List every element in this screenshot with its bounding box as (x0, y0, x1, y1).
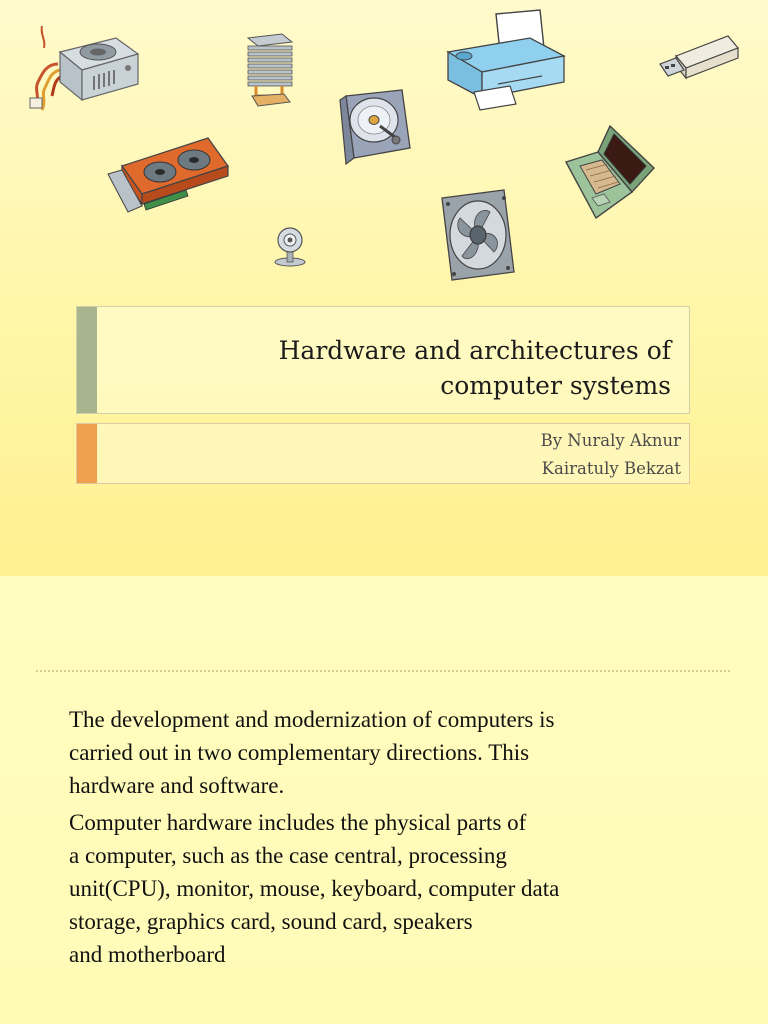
body-line: and motherboard (69, 942, 226, 967)
case-fan-icon (438, 188, 518, 282)
power-supply-icon (28, 24, 140, 114)
hard-drive-icon (336, 88, 414, 168)
author-line-1: By Nuraly Aknur (540, 431, 681, 450)
usb-drive-icon (656, 32, 740, 84)
body-line: hardware and software. (69, 773, 285, 798)
body-line: a computer, such as the case central, processing (69, 843, 507, 868)
body-line: The development and modernization of computers is (69, 707, 555, 732)
paragraph-development (69, 703, 709, 802)
paragraph-hardware (69, 806, 709, 971)
title-box (76, 306, 690, 414)
laptop-icon (562, 122, 662, 222)
slide-title (111, 333, 671, 403)
title-line-2: computer systems (440, 371, 671, 400)
graphics-card-icon (104, 136, 232, 222)
body-line: Computer hardware includes the physical parts of (69, 810, 527, 835)
slide-subtitle (541, 427, 681, 483)
title-line-1: Hardware and architectures of (278, 336, 671, 365)
title-accent-bar (77, 307, 97, 413)
webcam-icon (270, 224, 310, 268)
slide-body (69, 703, 709, 975)
subtitle-box (76, 423, 690, 484)
author-line-2: Kairatuly Bekzat (541, 459, 681, 478)
body-line: unit(CPU), monitor, mouse, keyboard, computer data (69, 876, 560, 901)
content-slide (0, 576, 768, 1024)
body-line: carried out in two complementary directions. This (69, 740, 530, 765)
cpu-cooler-icon (244, 32, 296, 112)
title-divider (36, 670, 730, 672)
printer-icon (444, 8, 566, 112)
body-line: storage, graphics card, sound card, speakers (69, 909, 473, 934)
subtitle-accent-bar (77, 424, 97, 483)
